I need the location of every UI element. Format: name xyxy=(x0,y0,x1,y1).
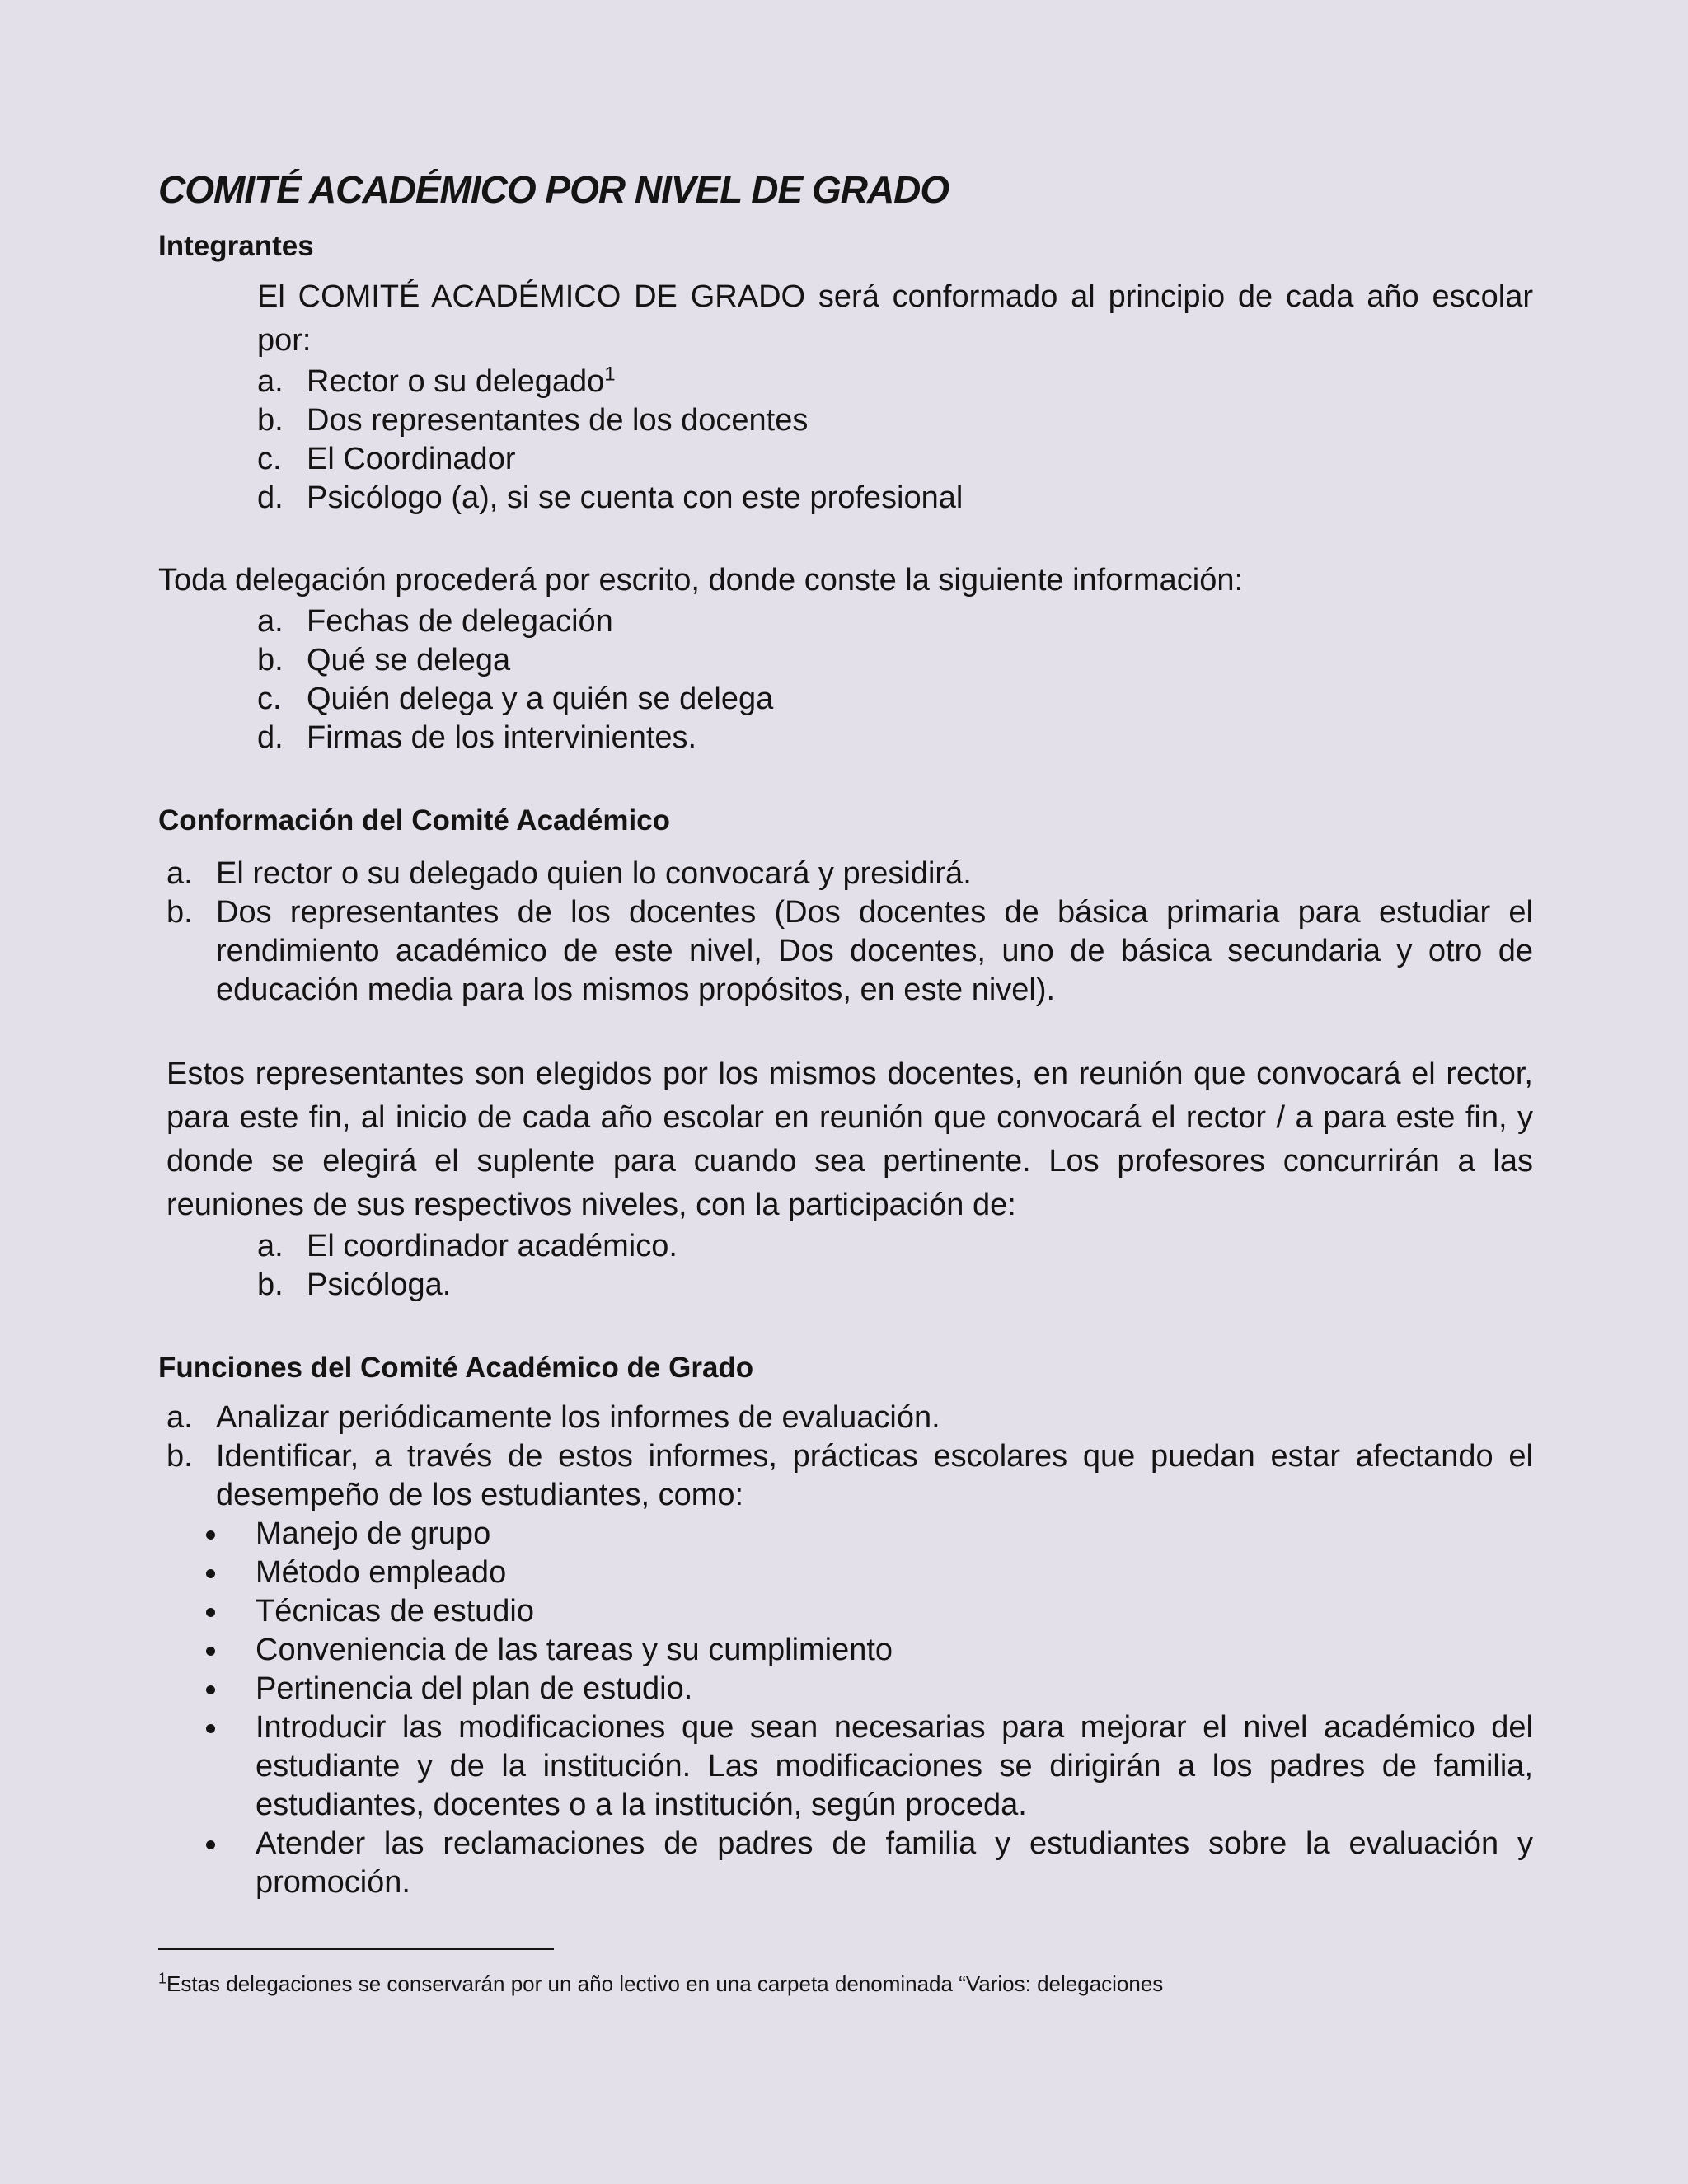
heading-conformacion: Conformación del Comité Académico xyxy=(158,804,671,837)
list-item: b. Dos representantes de los docentes (Dos docentes de básica primaria para estudiar el rendimiento académico de este nivel, Dos docentes, uno de básica secundaria y otro de educación media para los mismos propósitos, en este nivel). xyxy=(166,895,1533,1007)
list-item: a. El rector o su delegado quien lo convocará y presidirá. xyxy=(166,856,972,891)
bullet-item: Método empleado xyxy=(206,1554,1533,1592)
bullet-item: Técnicas de estudio xyxy=(206,1592,1533,1631)
list-item: a. Fechas de delegación xyxy=(257,604,613,639)
footnote-text: Estas delegaciones se conservarán por un año lectivo en una carpeta denominada “Varios: delegaciones xyxy=(166,1971,1164,1996)
list-item: c. El Coordinador xyxy=(257,442,516,476)
list-item: b. Identificar, a través de estos informes, prácticas escolares que puedan estar afectando el desempeño de los estudiantes, como: xyxy=(166,1439,1533,1512)
footnote-number: 1 xyxy=(158,1970,167,1987)
delegacion-intro: Toda delegación procederá por escrito, donde conste la siguiente información: xyxy=(158,563,1244,598)
bullet-icon xyxy=(206,1685,215,1694)
bullet-icon xyxy=(206,1647,215,1656)
footnote-reference: 1 xyxy=(604,363,616,386)
list-item: d. Firmas de los intervinientes. xyxy=(257,720,697,755)
bullet-icon xyxy=(206,1840,215,1849)
document-page xyxy=(158,165,1533,1996)
page-title: COMITÉ ACADÉMICO POR NIVEL DE GRADO xyxy=(158,168,950,211)
bullet-icon xyxy=(206,1608,215,1617)
list-item: d. Psicólogo (a), si se cuenta con este profesional xyxy=(257,480,964,515)
heading-funciones: Funciones del Comité Académico de Grado xyxy=(158,1352,754,1384)
delegacion-list xyxy=(257,602,1533,757)
list-item: a. Analizar periódicamente los informes de evaluación. xyxy=(166,1400,940,1435)
footnote-divider xyxy=(158,1948,554,1950)
list-item: a. Rector o su delegado$^1$ xyxy=(257,363,616,399)
heading-integrantes: Integrantes xyxy=(158,230,314,262)
bullet-item: Atender las reclamaciones de padres de familia y estudiantes sobre la evaluación y promoción. xyxy=(206,1825,1533,1902)
bullet-icon xyxy=(206,1530,215,1540)
list-item: b. Psicóloga. xyxy=(257,1268,452,1302)
participants-list xyxy=(257,1227,1533,1305)
bullet-item: Conveniencia de las tareas y su cumplimiento xyxy=(206,1631,1533,1670)
funciones-bullets xyxy=(206,1515,1533,1902)
list-item: a. El coordinador académico. xyxy=(257,1229,678,1263)
footnote xyxy=(158,1971,1533,1996)
funciones-list xyxy=(166,1399,1533,1515)
integrantes-intro: El COMITÉ ACADÉMICO DE GRADO será conformado al principio de cada año escolar por: xyxy=(257,279,1533,358)
conformacion-list xyxy=(166,855,1533,1010)
bullet-item: Manejo de grupo xyxy=(206,1515,1533,1554)
list-item: b. Dos representantes de los docentes xyxy=(257,403,809,438)
list-item: c. Quién delega y a quién se delega xyxy=(257,682,774,716)
conformacion-paragraph: Estos representantes son elegidos por los mismos docentes, en reunión que convocará el rector, para este fin, al inicio de cada año escolar en reunión que convocará el rector / a para este fin, y donde se elegirá el suplente para cuando sea pertinente. Los profesores concurrirán a las reuniones de sus respectivos niveles, con la participación de: xyxy=(166,1057,1533,1222)
bullet-icon xyxy=(206,1569,215,1578)
bullet-item: Pertinencia del plan de estudio. xyxy=(206,1670,1533,1708)
list-item: b. Qué se delega xyxy=(257,643,511,677)
integrantes-list xyxy=(257,363,1533,518)
bullet-icon xyxy=(206,1724,215,1733)
bullet-item: Introducir las modificaciones que sean necesarias para mejorar el nivel académico del estudiante y de la institución. Las modificaciones se dirigirán a los padres de familia, estudiantes, docentes o a la institución, según proceda. xyxy=(206,1708,1533,1825)
